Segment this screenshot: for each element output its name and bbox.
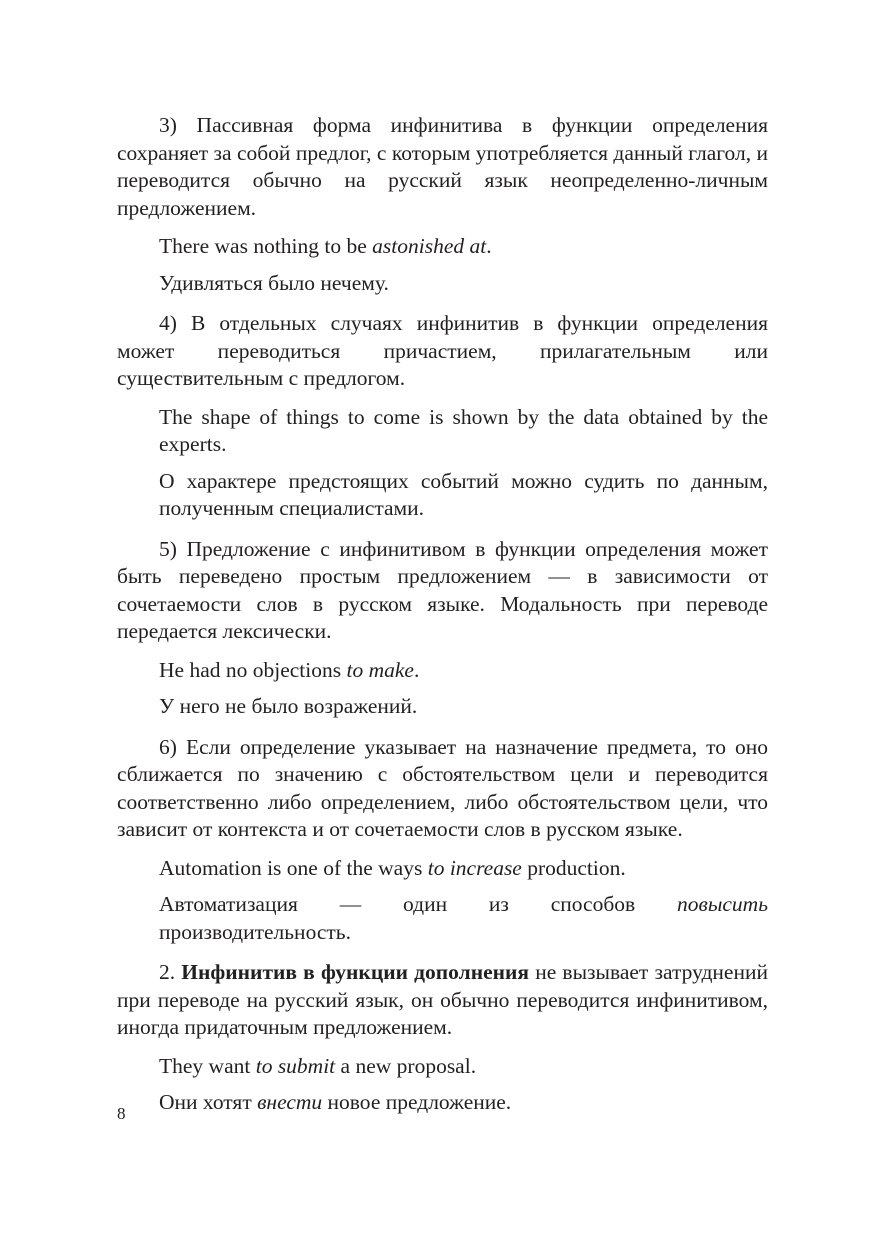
item-number: 4) bbox=[159, 311, 177, 335]
example-text: a new proposal. bbox=[335, 1053, 477, 1078]
example-emphasis: to increase bbox=[427, 855, 522, 880]
paragraph-item-3 bbox=[117, 112, 768, 222]
example-text: They want bbox=[159, 1053, 256, 1078]
example-emphasis: to submit bbox=[255, 1053, 336, 1078]
example-text: новое предложение. bbox=[322, 1090, 512, 1114]
example-en bbox=[117, 855, 768, 883]
example-text: He had no objections bbox=[159, 657, 347, 682]
example-emphasis: внести bbox=[257, 1090, 323, 1114]
example-text: Automation is one of the ways bbox=[159, 855, 428, 880]
paragraph-text: Если определение указывает на назначение предмета, то оно сближается по значению с обстоятельством цели и переводится соответственно либо определением, либо обстоятельством цели, что зависит от контекста и от сочетаемости слов в русском языке. bbox=[117, 734, 769, 841]
paragraph-item-5 bbox=[117, 536, 768, 646]
section-heading: Инфинитив в функции дополнения bbox=[181, 960, 530, 984]
example-en bbox=[117, 657, 768, 685]
example-en bbox=[117, 233, 768, 261]
paragraph-item-4 bbox=[117, 310, 768, 393]
example-ru: У него не было возражений. bbox=[159, 694, 418, 718]
item-number: 6) bbox=[159, 734, 177, 759]
paragraph-text: не вызывает затруднений при переводе на русский язык, он обычно переводится инфинитивом, иногда придаточным предложением. bbox=[117, 960, 768, 1039]
example-emphasis: повысить bbox=[677, 892, 768, 916]
example-text: . bbox=[413, 657, 420, 682]
example-text: . bbox=[486, 234, 492, 258]
paragraph-text: Предложение с инфинитивом в функции определения может быть переведено простым предложением — в зависимости от сочетаемости слов в русском языке. Модальность при переводе передается лексически. bbox=[117, 536, 768, 643]
example-text: production. bbox=[521, 855, 626, 880]
example-ru bbox=[117, 1089, 768, 1117]
page-body bbox=[117, 112, 768, 1126]
example-ru: Удивляться было нечему. bbox=[159, 270, 389, 295]
example-emphasis: to make bbox=[346, 657, 414, 682]
example-text: Автоматизация — один из способов bbox=[159, 892, 677, 916]
item-number: 3) bbox=[159, 113, 177, 137]
paragraph-item-6 bbox=[117, 734, 768, 844]
example-en: The shape of things to come is shown by the data obtained by the experts. bbox=[159, 404, 768, 456]
section-number: 2. bbox=[159, 960, 176, 984]
example-en bbox=[117, 1053, 768, 1081]
item-number: 5) bbox=[159, 536, 177, 561]
paragraph-section-2 bbox=[117, 959, 768, 1042]
example-emphasis: astonished at bbox=[372, 234, 487, 258]
example-ru bbox=[117, 891, 768, 946]
paragraph-text: Пассивная форма инфинитива в функции определения сохраняет за собой предлог, с которым употребляется данный глагол, и переводится обычно на русский язык неопределенно-личным предложением. bbox=[117, 113, 768, 220]
page-number: 8 bbox=[117, 1104, 126, 1123]
example-text: Они хотят bbox=[159, 1090, 258, 1114]
example-ru: О характере предстоящих событий можно судить по данным, полученным специалистами. bbox=[159, 468, 768, 520]
paragraph-text: В отдельных случаях инфинитив в функции определения может переводиться причастием, прилагательным или существительным с предлогом. bbox=[117, 311, 768, 390]
example-text: There was nothing to be bbox=[159, 234, 373, 258]
example-text: производительность. bbox=[159, 919, 351, 944]
